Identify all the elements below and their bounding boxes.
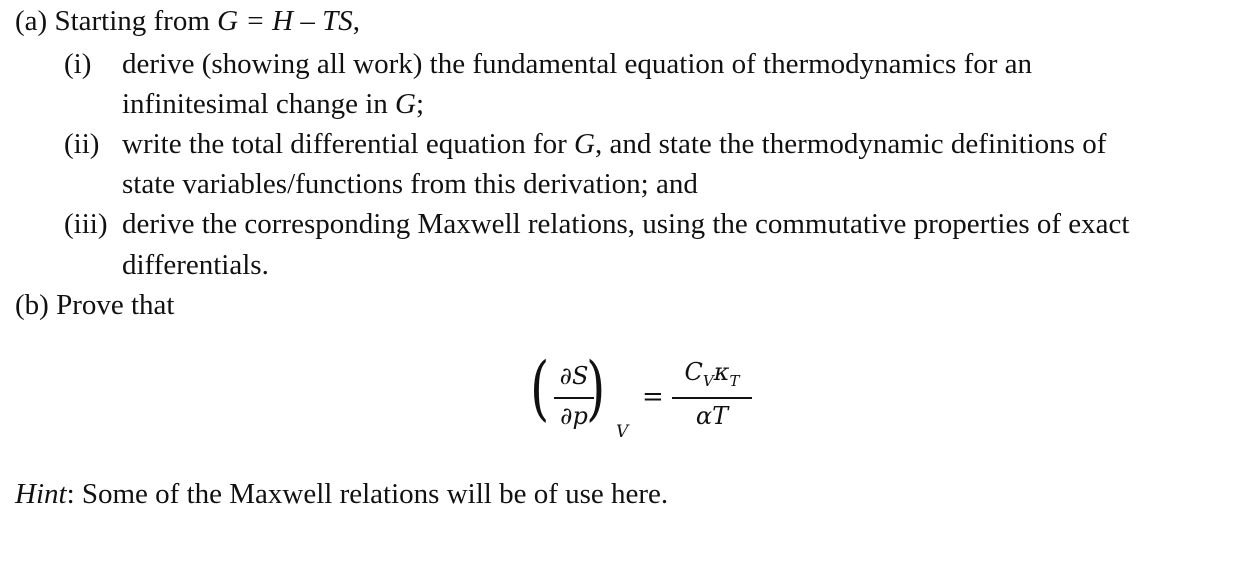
rhs-denominator: αT	[695, 402, 729, 430]
left-paren: (	[530, 347, 550, 429]
lhs-denominator: ∂p	[560, 402, 588, 430]
part-a-heading	[15, 4, 360, 38]
rhs-numerator	[670, 358, 754, 395]
part-a-ii-label: (ii)	[64, 128, 100, 160]
part-a-i-line2	[122, 87, 424, 121]
part-a-i-line2-text: infinitesimal change in	[122, 88, 396, 120]
part-a-intro-end: ,	[352, 5, 360, 37]
rhs-fraction-bar	[672, 397, 752, 399]
hint-text: : Some of the Maxwell relations will be of use here.	[66, 478, 669, 510]
hint-line	[15, 477, 668, 511]
part-b-text: Prove that	[56, 289, 175, 321]
rhs-num-c: C	[684, 358, 703, 386]
part-a-ii-line2: state variables/functions from this derivation; and	[122, 168, 698, 200]
equals-sign: =	[642, 382, 664, 412]
lhs-numerator: ∂S	[559, 362, 589, 390]
maxwell-equation	[520, 347, 780, 450]
rhs-num-sub1: V	[702, 371, 714, 390]
part-a-i-line2-end: ;	[415, 88, 425, 120]
part-a-iii-line1: derive the corresponding Maxwell relations, using the commutative properties of exact	[122, 208, 1130, 240]
hint-label: Hint	[15, 478, 67, 510]
part-a-i-line2-var: G	[395, 88, 416, 120]
rhs-num-sub2: T	[729, 371, 740, 390]
part-b-heading	[15, 288, 174, 322]
part-a-iii-label: (iii)	[64, 208, 108, 240]
right-paren: )	[586, 347, 606, 429]
rhs-num-kappa: κ	[713, 358, 730, 386]
part-a-intro: Starting from	[54, 5, 218, 37]
part-a-label: (a)	[15, 5, 48, 37]
part-a-ii-line1-text: write the total differential equation for	[122, 128, 575, 160]
part-a-ii-line1-var: G	[574, 128, 595, 160]
part-b-label: (b)	[15, 289, 49, 321]
lhs-subscript: V	[616, 422, 629, 442]
part-a-ii-line1	[122, 127, 1106, 161]
part-a-iii-line2: differentials.	[122, 249, 269, 281]
part-a-i-line1: derive (showing all work) the fundamental equation of thermodynamics for an	[122, 48, 1033, 80]
part-a-formula: G = H – TS	[217, 5, 353, 37]
part-a-ii-line1-end: , and state the thermodynamic definitions of	[594, 128, 1107, 160]
part-a-i-label: (i)	[64, 48, 92, 80]
